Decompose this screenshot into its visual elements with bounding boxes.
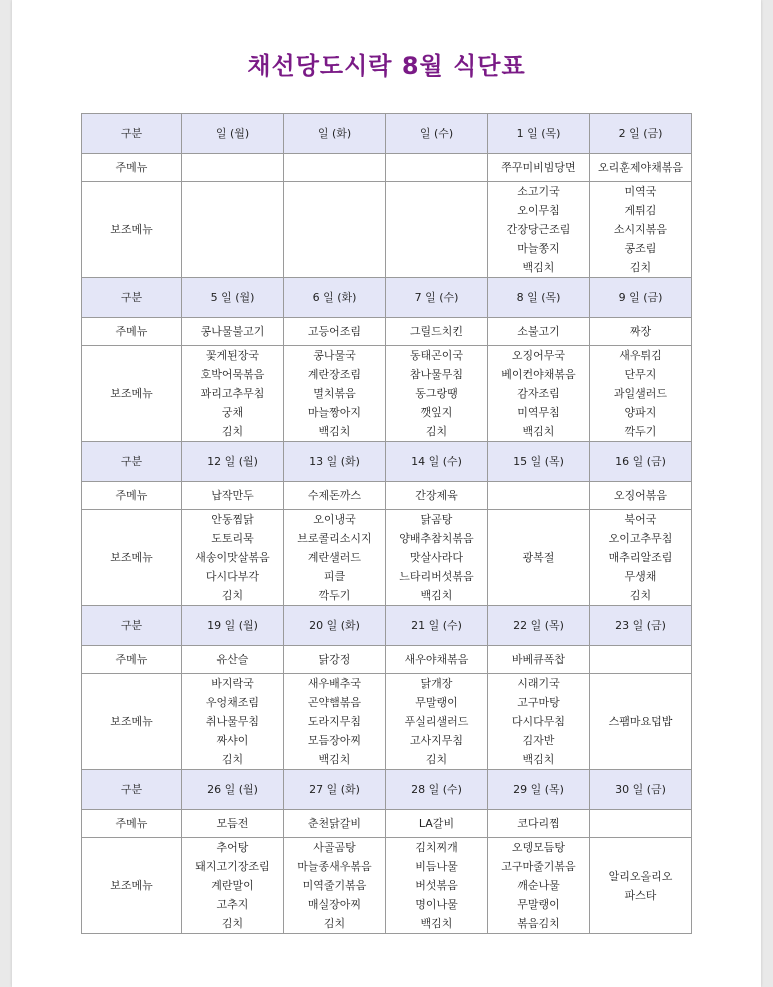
side-dish-item: 새우튀김 (619, 349, 662, 362)
side-dish-cell (284, 510, 386, 606)
side-dish-item: 버섯볶음 (415, 879, 458, 892)
main-dish-cell: 고등어조림 (284, 318, 386, 346)
side-dish-item: 김치 (629, 589, 652, 602)
side-dish-item: 베이컨야채볶음 (501, 368, 576, 381)
side-dish-cell (488, 838, 590, 934)
side-dish-item: 깨순나물 (517, 879, 560, 892)
side-dish-cell (590, 674, 692, 770)
menu-title: 채선당도시락 8월 식단표 (247, 52, 526, 80)
side-dish-item: 맛살사라다 (409, 551, 464, 564)
side-menu-label: 보조메뉴 (82, 182, 182, 278)
side-dish-item: 고구마탕 (517, 696, 560, 709)
side-dish-item: 동태곤이국 (409, 349, 464, 362)
side-dish-cell (386, 346, 488, 442)
side-dish-cell (284, 674, 386, 770)
side-dish-item: 닭곰탕 (420, 513, 453, 526)
side-dish-item: 김치 (323, 917, 346, 930)
side-menu-row (82, 346, 692, 442)
side-dish-cell (488, 346, 590, 442)
week-header-row (82, 278, 692, 318)
side-dish-item: 미역국 (624, 185, 657, 198)
day-header: 16 일 (금) (590, 442, 692, 482)
day-header: 14 일 (수) (386, 442, 488, 482)
main-dish-cell (488, 482, 590, 510)
side-dish-item: 동그랑땡 (415, 387, 458, 400)
day-header: 23 일 (금) (590, 606, 692, 646)
day-header: 13 일 (화) (284, 442, 386, 482)
main-menu-label: 주메뉴 (82, 482, 182, 510)
side-dish-item: 다시다부각 (205, 570, 260, 583)
side-dish-item: 계란말이 (211, 879, 254, 892)
side-dish-item: 김치 (221, 753, 244, 766)
side-dish-item: 김자반 (522, 734, 555, 747)
side-dish-item: 피클 (323, 570, 346, 583)
main-dish-cell: 오징어볶음 (590, 482, 692, 510)
side-dish-item: 북어국 (624, 513, 657, 526)
main-dish-cell: 간장제육 (386, 482, 488, 510)
main-dish-cell (284, 154, 386, 182)
division-label: 구분 (82, 442, 182, 482)
side-dish-item: 마늘종새우볶음 (297, 860, 372, 873)
day-header: 15 일 (목) (488, 442, 590, 482)
side-dish-item: 꽃게된장국 (205, 349, 260, 362)
side-dish-cell (488, 674, 590, 770)
main-dish-cell: 새우야채볶음 (386, 646, 488, 674)
side-dish-item: 백김치 (318, 425, 351, 438)
week-header-row (82, 770, 692, 810)
main-dish-cell: 닭강정 (284, 646, 386, 674)
main-dish-cell: 바베큐폭찹 (488, 646, 590, 674)
side-dish-item: 미역무침 (517, 406, 560, 419)
side-menu-row (82, 674, 692, 770)
main-dish-cell: 유산슬 (182, 646, 284, 674)
side-dish-item: 백김치 (522, 261, 555, 274)
side-dish-item: 백김치 (522, 425, 555, 438)
day-header: 21 일 (수) (386, 606, 488, 646)
side-dish-cell (182, 346, 284, 442)
main-dish-cell: 코다리찜 (488, 810, 590, 838)
main-menu-label: 주메뉴 (82, 810, 182, 838)
main-menu-label: 주메뉴 (82, 318, 182, 346)
side-dish-item: 백김치 (522, 753, 555, 766)
main-dish-cell (386, 154, 488, 182)
side-dish-cell (590, 838, 692, 934)
side-dish-item: 볶음김치 (517, 917, 560, 930)
side-dish-item: 김치찌개 (415, 841, 458, 854)
side-dish-cell (590, 346, 692, 442)
main-dish-cell (590, 646, 692, 674)
day-header: 일 (월) (182, 114, 284, 154)
side-dish-item: 백김치 (318, 753, 351, 766)
side-dish-item: 알리오올리오 (608, 869, 673, 883)
side-dish-item: 브로콜리소시지 (297, 532, 372, 545)
side-menu-label: 보조메뉴 (82, 510, 182, 606)
side-dish-item: 오뎅모듬탕 (511, 841, 566, 854)
side-dish-item: 게튀김 (624, 204, 657, 217)
side-dish-item: 김치 (221, 917, 244, 930)
side-dish-cell (488, 510, 590, 606)
side-dish-cell (386, 510, 488, 606)
side-dish-item: 시래기국 (517, 677, 560, 690)
side-menu-label: 보조메뉴 (82, 674, 182, 770)
main-dish-cell: 소불고기 (488, 318, 590, 346)
division-label: 구분 (82, 114, 182, 154)
side-dish-item: 과일샐러드 (613, 387, 668, 400)
main-menu-row (82, 646, 692, 674)
day-header: 27 일 (화) (284, 770, 386, 810)
side-dish-item: 소고기국 (517, 185, 560, 198)
side-dish-item: 돼지고기장조림 (195, 860, 270, 873)
side-dish-item: 짜샤이 (216, 734, 249, 747)
side-dish-item: 멸치볶음 (313, 387, 356, 400)
side-dish-item: 취나물무침 (205, 715, 260, 728)
day-header: 1 일 (목) (488, 114, 590, 154)
main-dish-cell: 그릴드치킨 (386, 318, 488, 346)
side-dish-item: 김치 (425, 753, 448, 766)
side-dish-item: 푸실리샐러드 (404, 715, 469, 728)
main-dish-cell: 춘천닭갈비 (284, 810, 386, 838)
week-header-row (82, 114, 692, 154)
side-dish-item: 닭개장 (420, 677, 453, 690)
side-dish-item: 안동찜닭 (211, 513, 254, 526)
main-menu-row (82, 810, 692, 838)
side-dish-item: 참나물무침 (409, 368, 464, 381)
division-label: 구분 (82, 606, 182, 646)
side-dish-item: 미역줄기볶음 (302, 879, 367, 892)
side-dish-item: 모듬장아찌 (307, 734, 362, 747)
side-dish-cell (386, 838, 488, 934)
side-menu-row (82, 838, 692, 934)
day-header: 6 일 (화) (284, 278, 386, 318)
main-dish-cell (182, 154, 284, 182)
side-dish-item: 감자조림 (517, 387, 560, 400)
side-dish-item: 김치 (425, 425, 448, 438)
main-menu-row (82, 154, 692, 182)
side-dish-item: 깍두기 (318, 589, 351, 602)
side-dish-item: 무말랭이 (517, 898, 560, 911)
main-menu-label: 주메뉴 (82, 154, 182, 182)
day-header: 19 일 (월) (182, 606, 284, 646)
side-dish-item: 새우배추국 (307, 677, 362, 690)
main-dish-cell: 모듬전 (182, 810, 284, 838)
side-dish-cell (590, 182, 692, 278)
side-dish-item: 매실장아찌 (307, 898, 362, 911)
side-dish-item: 계란장조림 (307, 368, 362, 381)
day-header: 29 일 (목) (488, 770, 590, 810)
day-header: 7 일 (수) (386, 278, 488, 318)
side-dish-cell (284, 838, 386, 934)
day-header: 30 일 (금) (590, 770, 692, 810)
side-dish-item: 명이나물 (415, 898, 458, 911)
side-dish-item: 김치 (629, 261, 652, 274)
main-dish-cell: 수제돈까스 (284, 482, 386, 510)
side-dish-item: 소시지볶음 (613, 223, 668, 236)
day-header: 9 일 (금) (590, 278, 692, 318)
side-dish-item: 오이고추무침 (608, 532, 673, 545)
side-dish-item: 백김치 (420, 917, 453, 930)
side-dish-item: 깻잎지 (420, 406, 453, 419)
side-dish-item: 궁채 (221, 406, 244, 419)
side-dish-cell (284, 182, 386, 278)
side-dish-cell (386, 674, 488, 770)
side-dish-item: 계란샐러드 (307, 551, 362, 564)
side-dish-item: 호박어묵볶음 (200, 368, 265, 381)
day-header: 5 일 (월) (182, 278, 284, 318)
side-dish-item: 양파지 (624, 406, 657, 419)
side-dish-item: 비듬나물 (415, 860, 458, 873)
day-header: 2 일 (금) (590, 114, 692, 154)
side-dish-item: 새송이맛살볶음 (195, 551, 270, 564)
week-header-row (82, 442, 692, 482)
side-dish-item: 곤약햄볶음 (307, 696, 362, 709)
side-dish-cell (284, 346, 386, 442)
side-menu-label: 보조메뉴 (82, 838, 182, 934)
main-dish-cell: 오리훈제야채볶음 (590, 154, 692, 182)
side-dish-item: 광복절 (522, 551, 555, 564)
side-dish-cell (386, 182, 488, 278)
side-dish-item: 콩조림 (624, 242, 657, 255)
day-header: 일 (수) (386, 114, 488, 154)
side-dish-item: 고구마줄기볶음 (501, 860, 576, 873)
side-dish-cell (488, 182, 590, 278)
main-menu-row (82, 318, 692, 346)
side-dish-cell (182, 674, 284, 770)
main-menu-label: 주메뉴 (82, 646, 182, 674)
side-menu-row (82, 510, 692, 606)
side-dish-item: 고추지 (216, 898, 249, 911)
day-header: 8 일 (목) (488, 278, 590, 318)
side-dish-item: 고사지무침 (409, 734, 464, 747)
division-label: 구분 (82, 770, 182, 810)
side-dish-item: 우엉채조림 (205, 696, 260, 709)
side-dish-item: 느타리버섯볶음 (399, 570, 474, 583)
main-menu-row (82, 482, 692, 510)
side-dish-item: 마늘짱아지 (307, 406, 362, 419)
side-dish-item: 매추리알조림 (608, 551, 673, 564)
side-dish-item: 콩나물국 (313, 349, 356, 362)
side-dish-cell (182, 182, 284, 278)
side-dish-item: 오이냉국 (313, 513, 356, 526)
side-dish-item: 추어탕 (216, 841, 249, 854)
side-dish-item: 깍두기 (624, 425, 657, 438)
side-dish-item: 다시다무침 (511, 715, 566, 728)
main-dish-cell: 콩나물불고기 (182, 318, 284, 346)
week-header-row (82, 606, 692, 646)
main-dish-cell (590, 810, 692, 838)
main-dish-cell: 쭈꾸미비빔당면 (488, 154, 590, 182)
side-dish-item: 오징어무국 (511, 349, 566, 362)
side-dish-item: 단무지 (624, 368, 657, 381)
day-header: 20 일 (화) (284, 606, 386, 646)
day-header: 22 일 (목) (488, 606, 590, 646)
side-dish-item: 바지락국 (211, 677, 254, 690)
side-dish-item: 사골곰탕 (313, 841, 356, 854)
side-dish-item: 마늘쫑지 (517, 242, 560, 255)
side-dish-item: 무말랭이 (415, 696, 458, 709)
main-dish-cell: 짜장 (590, 318, 692, 346)
day-header: 일 (화) (284, 114, 386, 154)
side-dish-cell (182, 510, 284, 606)
side-dish-cell (182, 838, 284, 934)
side-dish-item: 김치 (221, 425, 244, 438)
side-dish-item: 꽈리고추무침 (200, 387, 265, 400)
side-dish-item: 김치 (221, 589, 244, 602)
side-menu-label: 보조메뉴 (82, 346, 182, 442)
side-dish-item: 백김치 (420, 589, 453, 602)
day-header: 12 일 (월) (182, 442, 284, 482)
day-header: 28 일 (수) (386, 770, 488, 810)
menu-table (81, 113, 692, 934)
side-dish-item: 스팸마요덥밥 (608, 715, 673, 728)
side-menu-row (82, 182, 692, 278)
side-dish-item: 도토리묵 (211, 532, 254, 545)
side-dish-cell (590, 510, 692, 606)
side-dish-item: 양배추참치볶음 (399, 532, 474, 545)
day-header: 26 일 (월) (182, 770, 284, 810)
side-dish-item: 오이무침 (517, 204, 560, 217)
side-dish-item: 파스타 (624, 888, 657, 902)
side-dish-item: 간장당근조림 (506, 223, 571, 236)
main-dish-cell: LA갈비 (386, 810, 488, 838)
division-label: 구분 (82, 278, 182, 318)
main-dish-cell: 납작만두 (182, 482, 284, 510)
side-dish-item: 도라지무침 (307, 715, 362, 728)
side-dish-item: 무생채 (624, 570, 657, 583)
